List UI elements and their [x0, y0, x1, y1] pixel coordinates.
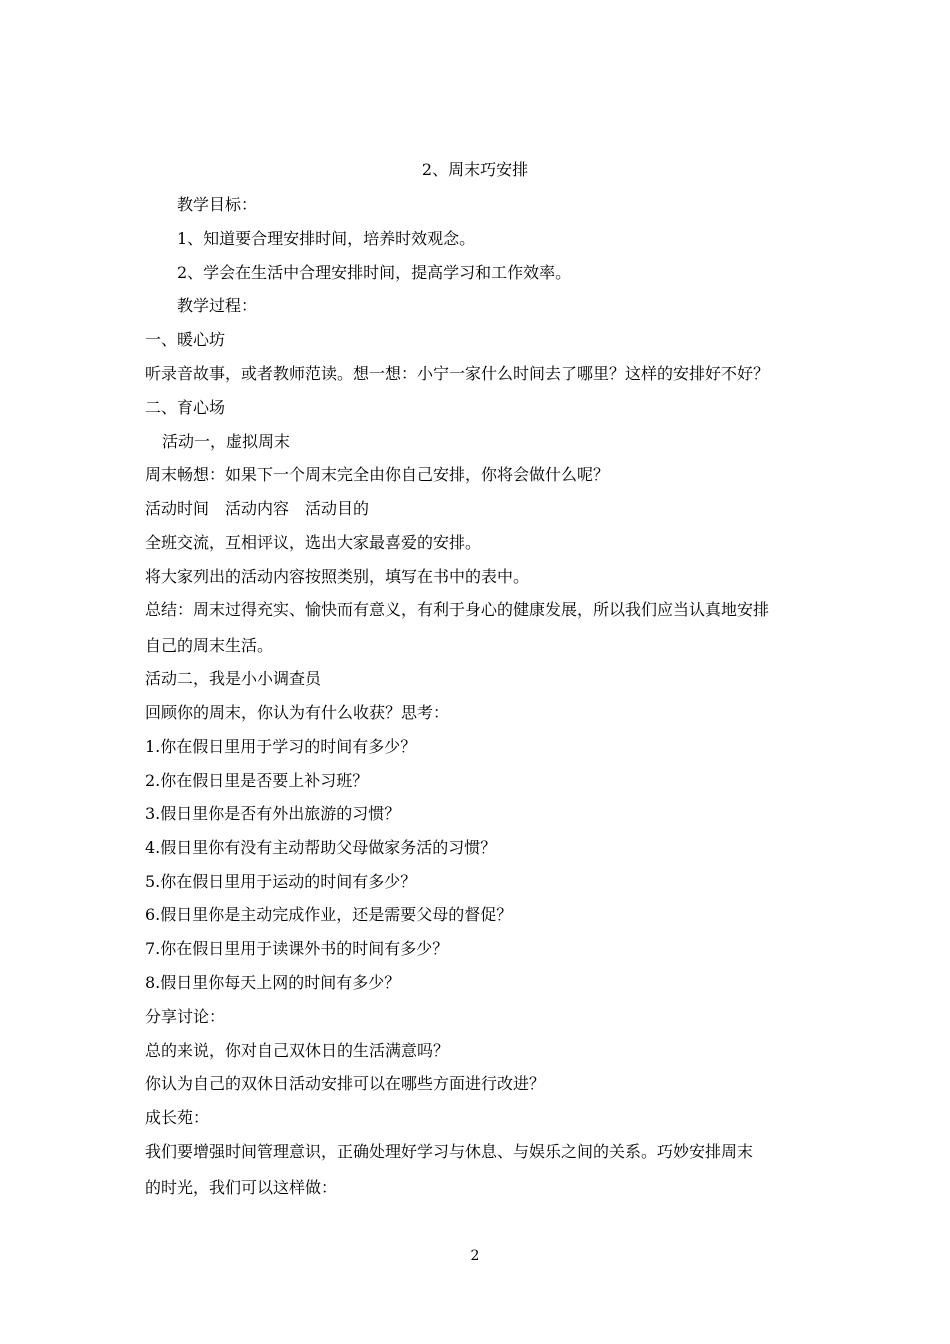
list-item: 6.假日里你是主动完成作业，还是需要父母的督促？ [145, 905, 513, 924]
list-item: 1.你在假日里用于学习的时间有多少？ [145, 737, 417, 756]
text-line: 分享讨论： [145, 1007, 226, 1026]
text-line: 1、知道要合理安排时间，培养时效观念。 [177, 229, 476, 248]
text-line: 教学目标： [177, 195, 258, 214]
text-line: 活动时间 活动内容 活动目的 [145, 499, 370, 518]
text-line: 的时光，我们可以这样做： [145, 1178, 338, 1197]
list-item: 4.假日里你有没有主动帮助父母做家务活的习惯？ [145, 838, 497, 857]
text-line: 将大家列出的活动内容按照类别，填写在书中的表中。 [145, 567, 530, 586]
document-title: 2、周末巧安排 [421, 160, 529, 179]
text-line: 成长苑： [145, 1108, 210, 1127]
list-item: 2.你在假日里是否要上补习班？ [145, 771, 369, 790]
text-line: 2、学会在生活中合理安排时间，提高学习和工作效率。 [177, 263, 572, 282]
section-heading: 一、暖心坊 [145, 330, 226, 349]
list-item: 7.你在假日里用于读课外书的时间有多少？ [145, 939, 449, 958]
text-line: 总的来说，你对自己双休日的生活满意吗？ [145, 1041, 450, 1060]
list-item: 3.假日里你是否有外出旅游的习惯？ [145, 804, 401, 823]
text-line: 周末畅想：如果下一个周末完全由你自己安排，你将会做什么呢？ [145, 465, 610, 484]
text-line: 教学过程： [177, 296, 258, 315]
page-number: 2 [470, 1248, 480, 1264]
text-line: 全班交流，互相评议，选出大家最喜爱的安排。 [145, 533, 482, 552]
list-item: 5.你在假日里用于运动的时间有多少？ [145, 872, 417, 891]
text-line: 听录音故事，或者教师范读。想一想：小宁一家什么时间去了哪里？这样的安排好不好？ [145, 364, 770, 383]
text-line: 我们要增强时间管理意识，正确处理好学习与休息、与娱乐之间的关系。巧妙安排周末 [145, 1142, 754, 1161]
text-line: 你认为自己的双休日活动安排可以在哪些方面进行改进？ [145, 1074, 546, 1093]
text-line: 总结：周末过得充实、愉快而有意义，有利于身心的健康发展，所以我们应当认真地安排 [145, 600, 770, 619]
activity-heading: 活动一，虚拟周末 [162, 432, 291, 451]
activity-heading: 活动二，我是小小调查员 [145, 669, 322, 688]
text-line: 回顾你的周末，你认为有什么收获？思考： [145, 703, 450, 722]
list-item: 8.假日里你每天上网的时间有多少？ [145, 973, 401, 992]
section-heading: 二、育心场 [145, 398, 226, 417]
text-line: 自己的周末生活。 [145, 636, 274, 655]
